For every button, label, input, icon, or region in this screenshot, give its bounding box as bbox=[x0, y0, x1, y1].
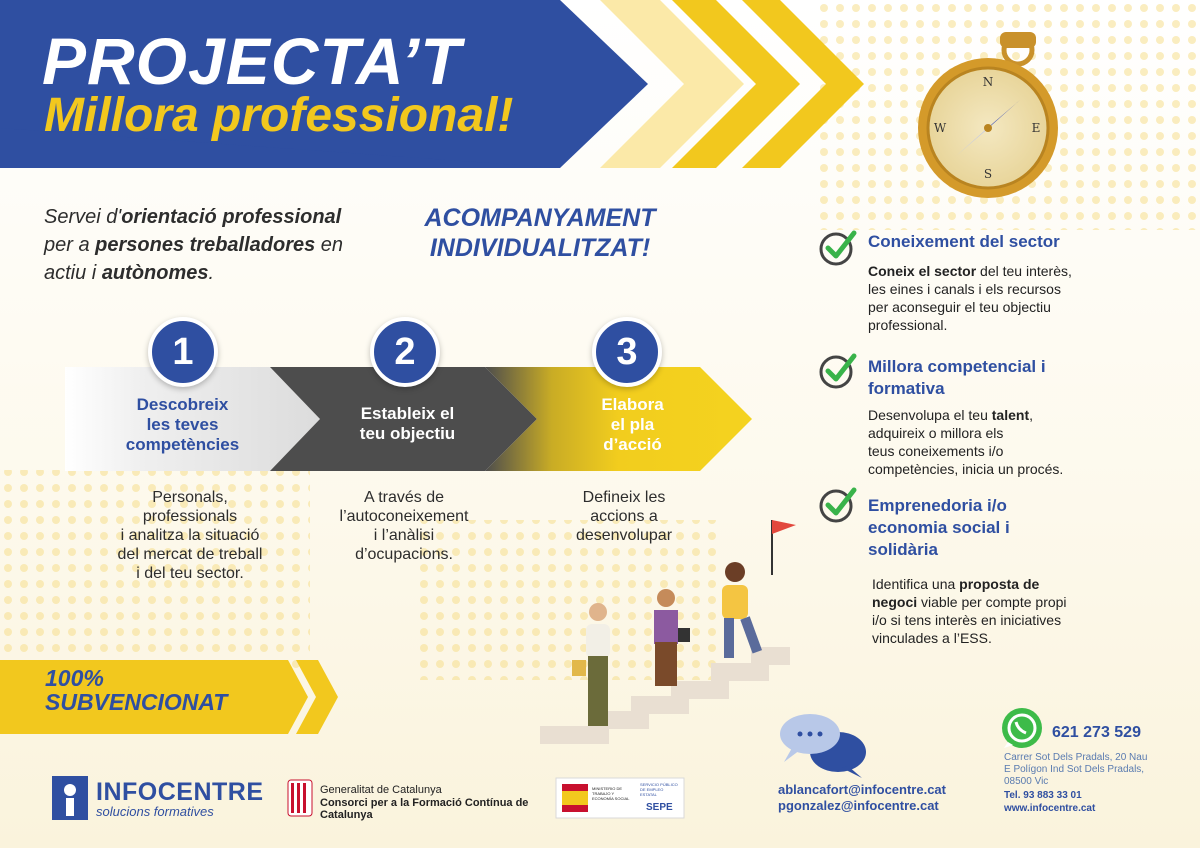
feature-2-text bbox=[868, 406, 1188, 478]
feature-text-part: per aconseguir el teu objectiu bbox=[868, 299, 1051, 315]
feature-text-part: viable per compte propi bbox=[917, 594, 1067, 610]
acompanyament-line: INDIVIDUALITZAT! bbox=[429, 234, 651, 262]
feature-text-line bbox=[868, 424, 1188, 442]
subvencionat-line: SUBVENCIONAT bbox=[45, 689, 228, 715]
phone-number[interactable]: 621 273 529 bbox=[1052, 724, 1141, 741]
feature-title-line: economia social i bbox=[868, 518, 1010, 537]
feature-title-line: formativa bbox=[868, 379, 945, 398]
intro-text-bold: persones treballadores bbox=[95, 234, 316, 256]
intro-text-part: . bbox=[208, 262, 215, 284]
address-line: E Polígon Ind Sot Dels Pradals, bbox=[1004, 764, 1145, 775]
feature-text-part: teus coneixements i/o bbox=[868, 443, 1004, 459]
step-text-line: Defineix les bbox=[582, 489, 666, 506]
intro-text-part: Servei d' bbox=[44, 206, 122, 228]
step-text-line: l’autoconeixement bbox=[339, 508, 469, 525]
feature-1-title bbox=[868, 231, 1188, 253]
feature-text-line bbox=[868, 460, 1188, 478]
intro-text-part: actiu i bbox=[44, 262, 102, 284]
feature-text-line bbox=[872, 611, 1188, 629]
svg-text:W: W bbox=[933, 121, 947, 135]
intro-text bbox=[44, 203, 384, 287]
step-text-line: i l’anàlisi bbox=[373, 527, 435, 544]
svg-text:S: S bbox=[983, 167, 993, 181]
feature-text-part: professional. bbox=[868, 317, 948, 333]
feature-text-bold: proposta de bbox=[959, 576, 1040, 592]
intro-text-part: per a bbox=[44, 234, 96, 256]
subvencionat-banner bbox=[45, 666, 227, 714]
intro-text-bold: orientació professional bbox=[121, 206, 342, 228]
check-circle-icon bbox=[818, 484, 858, 524]
step-3-label bbox=[545, 395, 720, 455]
feature-title-line: Millora competencial i bbox=[868, 357, 1046, 376]
feature-text-part: del teu interès, bbox=[976, 263, 1072, 279]
generalitat-name: Generalitat de Catalunya bbox=[320, 784, 442, 796]
step-2-number: 2 bbox=[370, 317, 440, 387]
intro-text-bold: autònomes bbox=[101, 262, 209, 284]
intro-text-part: en bbox=[315, 234, 344, 256]
feature-text-part: vinculades a l’ESS. bbox=[872, 630, 992, 646]
feature-1-text bbox=[868, 262, 1188, 334]
telephone[interactable]: Tel. 93 883 33 01 bbox=[1004, 790, 1082, 801]
step-3-number: 3 bbox=[592, 317, 662, 387]
acompanyament-heading bbox=[400, 203, 680, 263]
svg-text:N: N bbox=[982, 75, 994, 89]
step-label-line: les teves bbox=[146, 415, 219, 434]
feature-text-line bbox=[872, 575, 1188, 593]
sepe-logo: SEPE bbox=[646, 802, 673, 813]
step-label-line: Estableix el bbox=[360, 404, 455, 423]
check-circle-icon bbox=[818, 227, 858, 267]
step-label-line: d’acció bbox=[603, 435, 662, 454]
feature-title-line: Emprenedoria i/o bbox=[868, 496, 1007, 515]
feature-text-line bbox=[872, 593, 1188, 611]
feature-3-title bbox=[868, 495, 1188, 561]
step-text-line: professionals bbox=[142, 508, 238, 525]
feature-text-part: adquireix o millora els bbox=[868, 425, 1004, 441]
page-subtitle: Millora professional! bbox=[44, 89, 514, 142]
ministerio-text: MINISTERIO DE TRABAJO Y ECONOMÍA SOCIAL bbox=[592, 786, 630, 801]
subvencionat-line: 100% bbox=[45, 665, 104, 691]
step-1-label bbox=[95, 395, 270, 455]
step-1-description bbox=[100, 488, 280, 583]
feature-text-bold: Coneix el sector bbox=[868, 263, 977, 279]
feature-text-line bbox=[868, 406, 1188, 424]
check-circle-icon bbox=[818, 350, 858, 390]
step-text-line: Personals, bbox=[152, 489, 228, 506]
feature-3-text bbox=[872, 575, 1188, 647]
feature-text-part: Identifica una bbox=[872, 576, 960, 592]
svg-text:E: E bbox=[1031, 121, 1041, 135]
step-1-number: 1 bbox=[148, 317, 218, 387]
feature-text-part: les eines i canals i els recursos bbox=[868, 281, 1061, 297]
feature-text-part: competències, inicia un procés. bbox=[868, 461, 1064, 477]
address-line: Carrer Sot Dels Pradals, 20 Nau bbox=[1004, 752, 1148, 763]
feature-text-line bbox=[868, 442, 1188, 460]
address-line: 08500 Vic bbox=[1004, 776, 1049, 787]
feature-text-line bbox=[868, 280, 1188, 298]
step-label-line: Elabora bbox=[601, 395, 664, 414]
whatsapp-icon bbox=[1002, 708, 1042, 748]
email-link[interactable]: pgonzalez@infocentre.cat bbox=[778, 798, 939, 813]
step-text-line: del mercat de treball bbox=[117, 546, 263, 563]
step-text-line: A través de bbox=[363, 489, 445, 506]
feature-title-line: solidària bbox=[868, 540, 938, 559]
step-2-label bbox=[320, 404, 495, 444]
website-link[interactable]: www.infocentre.cat bbox=[1004, 803, 1096, 814]
feature-text-bold: talent bbox=[991, 407, 1030, 423]
step-3-description bbox=[534, 488, 714, 545]
step-text-line: i analitza la situació bbox=[120, 527, 260, 544]
feature-title-line: Coneixement del sector bbox=[868, 232, 1060, 251]
step-text-line: desenvolupar bbox=[575, 527, 673, 544]
infocentre-logo-name: INFOCENTRE bbox=[96, 778, 264, 806]
feature-text-line bbox=[868, 316, 1188, 334]
email-link[interactable]: ablancafort@infocentre.cat bbox=[778, 782, 946, 797]
sepe-small-text: SERVICIO PÚBLICO DE EMPLEO ESTATAL bbox=[640, 782, 678, 797]
step-2-description bbox=[314, 488, 494, 564]
feature-text-line bbox=[868, 298, 1188, 316]
infocentre-logo-tagline: solucions formatives bbox=[96, 804, 214, 819]
chat-bubbles-icon bbox=[780, 714, 866, 778]
feature-text-part: , bbox=[1029, 407, 1033, 423]
step-label-line: teu objectiu bbox=[359, 424, 456, 443]
feature-text-line bbox=[872, 629, 1188, 647]
feature-text-part: Desenvolupa el teu bbox=[868, 407, 992, 423]
step-text-line: accions a bbox=[590, 508, 658, 525]
page-title: PROJECTA’T bbox=[42, 24, 462, 98]
feature-2-title bbox=[868, 356, 1188, 400]
feature-text-part: i/o si tens interès en iniciatives bbox=[872, 612, 1062, 628]
step-text-line: i del teu sector. bbox=[136, 565, 244, 582]
step-text-line: d’ocupacions. bbox=[355, 546, 453, 563]
step-label-line: Descobreix bbox=[136, 395, 229, 414]
consorci-name: Consorci per a la Formació Contínua de Catalunya bbox=[320, 797, 529, 821]
feature-text-line bbox=[868, 262, 1188, 280]
acompanyament-line: ACOMPANYAMENT bbox=[424, 204, 656, 232]
step-label-line: el pla bbox=[610, 415, 655, 434]
step-label-line: competències bbox=[125, 435, 240, 454]
address bbox=[1004, 752, 1184, 788]
feature-text-bold: negoci bbox=[872, 594, 918, 610]
